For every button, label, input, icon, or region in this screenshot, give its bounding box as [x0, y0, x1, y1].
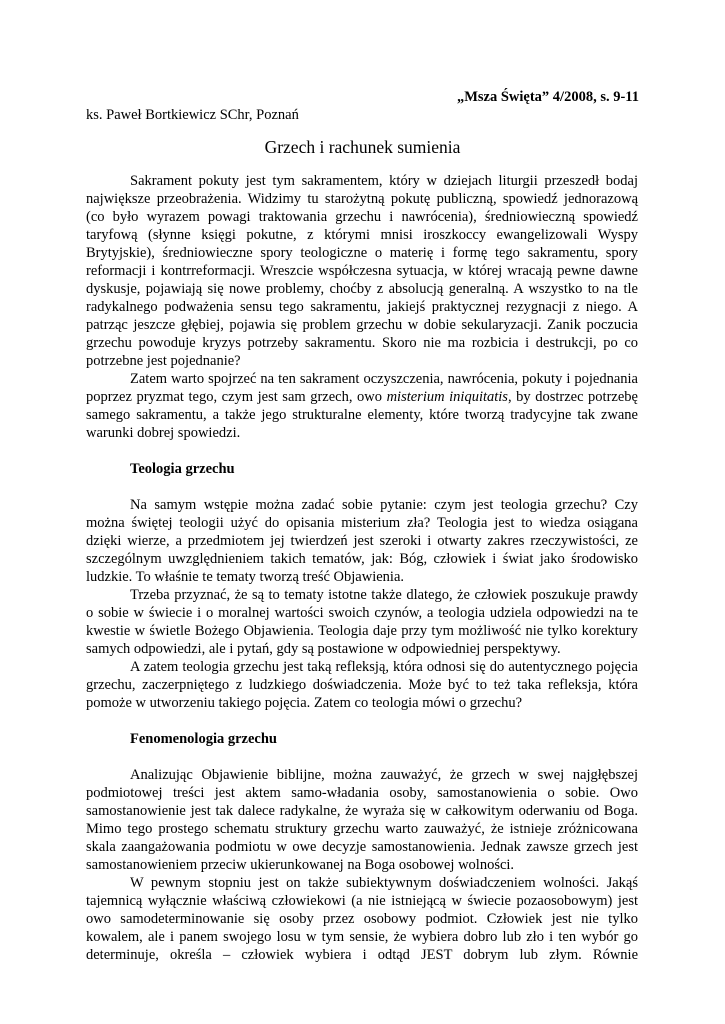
section-heading-fenomenologia: Fenomenologia grzechu: [130, 731, 277, 747]
document-body: [86, 172, 638, 964]
section1-paragraph-2: Trzeba przyznać, że są to tematy istotne także dlatego, że człowiek poszukuje prawdy o sobie w świecie i o moralnej wartości swoich czynów, a teologia udziela odpowiedzi na te kwestie w świetle Bożego Objawienia. Teologia daje przy tym możliwość nie tylko korektury samych odpowiedzi, ale i pytań, gdy są postawione w odpowiedniej perspektywy.: [86, 587, 638, 657]
author-line: ks. Paweł Bortkiewicz SChr, Poznań: [86, 107, 299, 123]
section2-paragraph-1: Analizując Objawienie biblijne, można zauważyć, że grzech w swej najgłębszej podmiotowej treści jest aktem samo-władania osoby, samostanowienia o sobie. Owo samostanowienie jest tak dalece radykalne, że wyraża się w całkowitym oderwaniu od Boga. Mimo tego prostego schematu struktury grzechu warto zauważyć, że istnieje zróżnicowana skala zaangażowania podmiotu w owe decyzje samostanowienia. Jednak zawsze grzech jest samostanowieniem przeciw ukierunkowanej na Boga osobowej wolności.: [86, 767, 638, 873]
section2-paragraph-2: W pewnym stopniu jest on także subiektywnym doświadczeniem wolności. Jakąś tajemnicą wyłącznie właściwą człowiekowi (a nie istniejącą w świecie pozaosobowym) jest owo samodeterminowanie się osoby przez osobowy podmiot. Człowiek jest nie tylko kowalem, ale i panem swojego losu w tym sensie, że wybiera dobro lub zło i ten wybór go determinuje, określa – człowiek wybiera i odtąd JEST dobrym lub złym. Równie: [86, 875, 638, 963]
section1-paragraph-3: A zatem teologia grzechu jest taką refleksją, która odnosi się do autentycznego pojęcia grzechu, zaczerpniętego z ludzkiego doświadczenia. Może być to też taka refleksja, która pomoże w utworzeniu takiego pojęcia. Zatem co teologia mówi o grzechu?: [86, 659, 638, 711]
intro-paragraph-1: Sakrament pokuty jest tym sakramentem, który w dziejach liturgii przeszedł bodaj największe przeobrażenia. Widzimy tu starożytną pokutę publiczną, spowiedź jednorazową (co było wyrazem powagi traktowania grzechu i nawrócenia), średniowieczną spowiedź taryfową (słynne księgi pokutne, z którymi mnisi iroszkoccy ewangelizowali Wyspy Brytyjskie), średniowieczne spory teologiczne o materię i formę tego sakramentu, spory reformacji i kontrreformacji. Wreszcie współczesna sytuacja, w której wracają pewne dawne dyskusje, pojawiają się nowe problemy, choćby z absolucją generalną. A wszystko to na tle radykalnego podważenia sensu tego sakramentu, jakiejś praktycznej rezygnacji z niego. A patrząc jeszcze głębiej, pojawia się problem grzechu w dobie sekularyzacji. Zanik poczucia grzechu powoduje kryzys potrzeby sakramentu. Skoro nie ma rozbicia i destrukcji, po co potrzebne jest pojednanie?: [86, 173, 638, 369]
section1-paragraph-1: Na samym wstępie można zadać sobie pytanie: czym jest teologia grzechu? Czy można świętej teologii użyć do opisania misterium zła? Teologia jest to wiedza osiągana dzięki wierze, a przedmiotem jej twierdzeń jest szeroki i otwarty zakres rzeczywistości, ze szczególnym uwzględnieniem takich tematów, jak: Bóg, człowiek i świat jako środowisko ludzkie. To właśnie te tematy tworzą treść Objawienia.: [86, 497, 638, 585]
intro-paragraph-2-text-a: Zatem warto spojrzeć na ten sakrament oczyszczenia, nawrócenia, pokuty i pojednania poprzez pryzmat tego, czym jest sam grzech, owo: [86, 371, 638, 405]
intro-paragraph-2-italic: misterium iniquitatis: [386, 389, 508, 405]
section-heading-teologia: Teologia grzechu: [130, 461, 235, 477]
source-citation: „Msza Święta” 4/2008, s. 9-11: [456, 89, 639, 105]
intro-paragraph-2: [86, 370, 638, 442]
document-title: Grzech i rachunek sumienia: [264, 137, 461, 157]
intro-paragraph-2-text-b: , by dostrzec potrzebę samego sakramentu, a także jego strukturalne elementy, które tworzą tradycyjne tak zwane warunki dobrej spowiedzi.: [86, 389, 638, 441]
